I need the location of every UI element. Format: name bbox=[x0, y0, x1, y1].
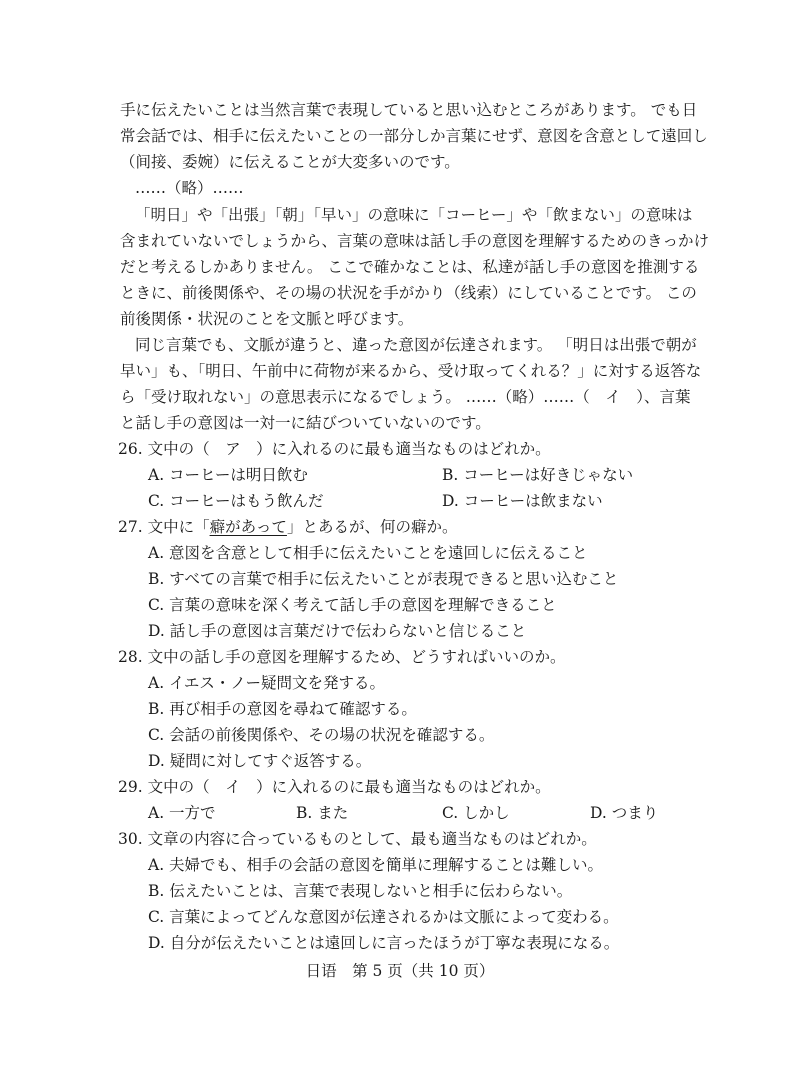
option-b[interactable]: B. 伝えたいことは、言葉で表現しないと相手に伝わらない。 bbox=[148, 882, 573, 900]
option-a[interactable]: A. 夫婦でも、相手の会話の意図を簡単に理解することは難しい。 bbox=[148, 856, 604, 874]
underlined-phrase: 癖があって bbox=[209, 518, 287, 536]
option-b[interactable]: B. また bbox=[296, 804, 349, 822]
stem-prefix: 27. 文中に「 bbox=[118, 518, 210, 536]
passage-line: と話し手の意図は一対一に結びついていないのです。 bbox=[120, 414, 491, 432]
passage-line: 同じ言葉でも、文脈が違うと、違った意図が伝達されます。 「明日は出張で朝が bbox=[135, 336, 697, 354]
option-d[interactable]: D. つまり bbox=[590, 804, 659, 822]
passage-line: 前後関係・状況のことを文脈と呼びます。 bbox=[120, 310, 414, 328]
question-stem: 28. 文中の話し手の意図を理解するため、どうすればいいのか。 bbox=[118, 648, 566, 666]
passage-line: 常会話では、相手に伝えたいことの一部分しか言葉にせず、意図を含意として遠回し bbox=[120, 127, 708, 145]
option-a[interactable]: A. コーヒーは明日飲む bbox=[148, 466, 308, 484]
question-stem: 29. 文中の（ イ ）に入れるのに最も適当なものはどれか。 bbox=[118, 778, 551, 796]
option-b[interactable]: B. 再び相手の意図を尋ねて確認する。 bbox=[148, 700, 417, 718]
option-c[interactable]: C. 会話の前後関係や、その場の状況を確認する。 bbox=[148, 726, 495, 744]
passage-line: （间接、委婉）に伝えることが大変多いのです。 bbox=[120, 153, 460, 171]
passage-omission: ……（略）…… bbox=[135, 179, 244, 197]
passage-line: だと考えるしかありません。 ここで確かなことは、私達が話し手の意図を推測する bbox=[120, 258, 700, 276]
stem-suffix: 」とあるが、何の癖か。 bbox=[286, 518, 458, 536]
question-stem: 26. 文中の（ ア ）に入れるのに最も適当なものはどれか。 bbox=[118, 440, 551, 458]
option-b[interactable]: B. すべての言葉で相手に伝えたいことが表現できると思い込むこと bbox=[148, 570, 619, 588]
question-stem bbox=[118, 514, 457, 540]
question-stem: 30. 文章の内容に合っているものとして、最も適当なものはどれか。 bbox=[118, 830, 597, 848]
option-b[interactable]: B. コーヒーは好きじゃない bbox=[442, 466, 634, 484]
passage-line: 含まれていないでしょうから、言葉の意味は話し手の意図を理解するためのきっかけ bbox=[120, 232, 710, 250]
option-d[interactable]: D. コーヒーは飲まない bbox=[442, 492, 603, 510]
option-a[interactable]: A. イエス・ノー疑問文を発する。 bbox=[148, 674, 385, 692]
passage-line: 「明日」や「出張」「朝」「早い」の意味に「コーヒー」や「飲まない」の意味は bbox=[135, 206, 693, 224]
option-c[interactable]: C. しかし bbox=[442, 804, 510, 822]
page-footer: 日语 第 5 页（共 10 页） bbox=[305, 962, 495, 980]
option-c[interactable]: C. 言葉によってどんな意図が伝達されるかは文脈によって変わる。 bbox=[148, 908, 619, 926]
passage-line: ときに、前後関係や、その場の状況を手がかり（线索）にしていることです。 この bbox=[120, 284, 697, 302]
option-d[interactable]: D. 疑問に対してすぐ返答する。 bbox=[148, 752, 372, 770]
option-c[interactable]: C. 言葉の意味を深く考えて話し手の意図を理解できること bbox=[148, 596, 557, 614]
option-c[interactable]: C. コーヒーはもう飲んだ bbox=[148, 492, 324, 510]
option-d[interactable]: D. 自分が伝えたいことは遠回しに言ったほうが丁寧な表現になる。 bbox=[148, 934, 620, 952]
option-d[interactable]: D. 話し手の意図は言葉だけで伝わらないと信じること bbox=[148, 622, 527, 640]
passage-line: 早い」も、「明日、午前中に荷物が来るから、受け取ってくれる？」に対する返答な bbox=[120, 362, 702, 380]
option-a[interactable]: A. 一方で bbox=[148, 804, 216, 822]
passage-line: 手に伝えたいことは当然言葉で表現していると思い込むところがあります。 でも日 bbox=[120, 101, 698, 119]
option-a[interactable]: A. 意図を含意として相手に伝えたいことを遠回しに伝えること bbox=[148, 544, 588, 562]
passage-line: ら「受け取れない」の意思表示になるでしょう。 ……（略）……（ イ ）、言葉 bbox=[120, 388, 691, 406]
